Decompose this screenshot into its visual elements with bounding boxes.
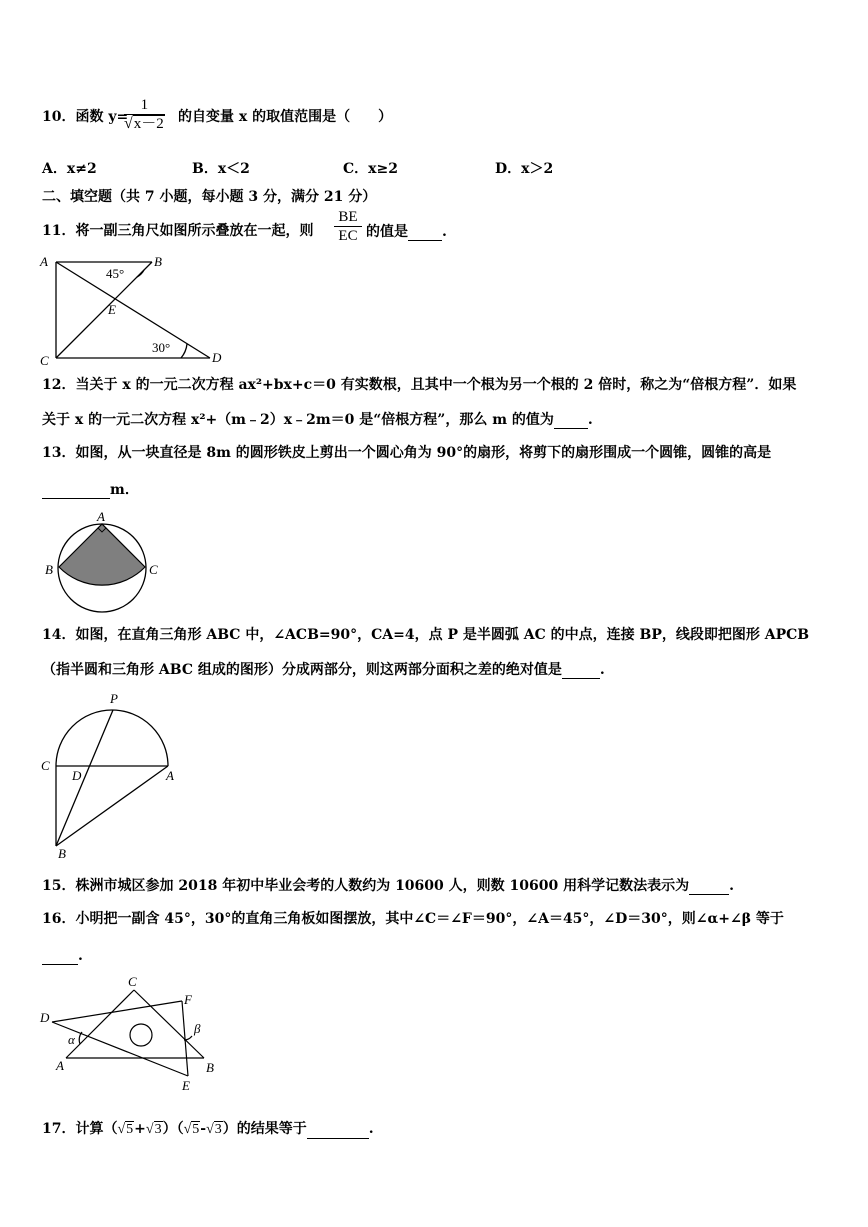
- q11-fraction: [334, 208, 362, 245]
- q17-answer-blank: [307, 1120, 369, 1139]
- q10-option-d: D．x＞2: [495, 161, 554, 177]
- q14-figure: [36, 688, 186, 863]
- q13-figure: [40, 508, 170, 618]
- q12-end: .: [587, 412, 593, 428]
- q13-line1: 13．如图，从一块直径是 8m 的圆形铁皮上剪出一个圆心角为 90°的扇形，将剪下的扇形围成一个圆锥，圆锥的高是: [42, 445, 772, 461]
- q11-tail-text: 的值是: [366, 224, 408, 240]
- q17-minus: -: [200, 1121, 207, 1137]
- q16-label-alpha: α: [68, 1032, 75, 1047]
- q14-label-b: B: [58, 846, 66, 861]
- q14-end: .: [599, 662, 605, 678]
- q16-answer-blank: [42, 946, 78, 965]
- q10-frac-numerator: 1: [124, 96, 165, 115]
- q13-label-a: A: [97, 509, 105, 524]
- q16-label-e: E: [182, 1078, 190, 1093]
- q14-line1: 14．如图，在直角三角形 ABC 中，∠ACB=90°，CA=4，点 P 是半圆弧 AC 的中点，连接 BP，线段即把图形 APCB: [42, 627, 810, 643]
- q16-label-b: B: [206, 1060, 214, 1075]
- q17-lead: 17．计算（: [42, 1121, 118, 1137]
- q10-stem-tail: 的自变量 x 的取值范围是（ ）: [178, 109, 393, 125]
- q11-label-a: A: [40, 254, 48, 269]
- q15-end: .: [729, 878, 734, 894]
- q15-text: 15．株洲市城区参加 2018 年初中毕业会考的人数约为 10600 人，则数 10600 用科学记数法表示为: [42, 878, 690, 894]
- q14-label-p: P: [110, 691, 118, 706]
- q10-frac-denominator: √x－2: [124, 115, 164, 132]
- q13-end: m．: [110, 482, 139, 498]
- q16-label-a: A: [56, 1058, 64, 1073]
- section-heading: 二、填空题（共 7 小题，每小题 3 分，满分 21 分）: [42, 189, 377, 205]
- q16-label-f: F: [184, 992, 192, 1007]
- q16-label-d: D: [40, 1010, 50, 1025]
- q11-stem-lead: 11．将一副三角尺如图所示叠放在一起，则: [42, 223, 314, 239]
- q12-line2-text: 关于 x 的一元二次方程 x²+（m﹣2）x﹣2m＝0 是“倍根方程”，那么 m 的值为: [42, 412, 554, 428]
- q13-answer-blank: [42, 480, 110, 499]
- q17-tail: ）的结果等于: [222, 1121, 307, 1137]
- q14-line2: [42, 660, 605, 679]
- q16-line1: 16．小明把一副含 45°，30°的直角三角板如图摆放，其中∠C＝∠F＝90°，∠A＝45°，∠D＝30°，则∠α+∠β 等于: [42, 911, 784, 927]
- q12-line1: 12．当关于 x 的一元二次方程 ax²+bx+c＝0 有实数根，且其中一个根为另一个根的 2 倍时，称之为“倍根方程”．如果: [42, 377, 797, 393]
- q12-answer-blank: [554, 410, 588, 429]
- q16-label-beta: β: [194, 1021, 201, 1036]
- q11-label-c: C: [40, 353, 49, 367]
- q11-stem-tail: [366, 222, 447, 241]
- q14-label-c: C: [41, 758, 50, 773]
- q13-line2: [42, 480, 139, 499]
- q11-label-d: D: [212, 350, 222, 365]
- q11-answer-blank: [408, 222, 442, 241]
- q16-end: .: [78, 948, 83, 964]
- q17-sqrt5-a: √5: [117, 1122, 134, 1137]
- q10-stem-lead: 10．函数 y=: [42, 109, 129, 125]
- q14-answer-blank: [562, 660, 600, 679]
- q13-label-c: C: [149, 562, 158, 577]
- q15-answer-blank: [689, 876, 729, 895]
- q14-label-a: A: [166, 768, 174, 783]
- q11-label-e: E: [108, 302, 116, 317]
- q10-radicand: x－2: [133, 116, 164, 132]
- q17-sqrt3-b: √3: [206, 1122, 222, 1137]
- q10-fraction: [124, 96, 165, 133]
- q11-frac-denominator: EC: [338, 228, 358, 244]
- q13-label-b: B: [45, 562, 53, 577]
- q17-line: [42, 1120, 374, 1139]
- q16-figure: [36, 974, 226, 1094]
- q11-angle-45: 45°: [106, 266, 125, 281]
- q16-label-c: C: [128, 974, 137, 989]
- q11-label-b: B: [154, 254, 162, 269]
- q10-option-a: A．x≠2: [42, 161, 97, 177]
- q10-option-c: C．x≥2: [343, 161, 398, 177]
- q14-label-d: D: [72, 768, 82, 783]
- q17-sqrt3-a: √3: [145, 1122, 162, 1137]
- q10-option-b: B．x＜2: [192, 161, 250, 177]
- q11-angle-30: 30°: [152, 340, 171, 355]
- q11-frac-numerator: BE: [334, 208, 362, 227]
- q17-plus: +: [134, 1121, 146, 1137]
- q11-end: .: [442, 224, 447, 240]
- q11-figure: [36, 252, 226, 367]
- q17-end: .: [368, 1121, 374, 1137]
- q14-line2-text: （指半圆和三角形 ABC 组成的图形）分成两部分，则这两部分面积之差的绝对值是: [42, 662, 562, 678]
- q16-line2: [42, 946, 83, 965]
- q17-sqrt5-b: √5: [183, 1122, 200, 1137]
- q17-mid: ）（: [162, 1121, 184, 1137]
- q15-line: [42, 876, 734, 895]
- q12-line2: [42, 410, 593, 429]
